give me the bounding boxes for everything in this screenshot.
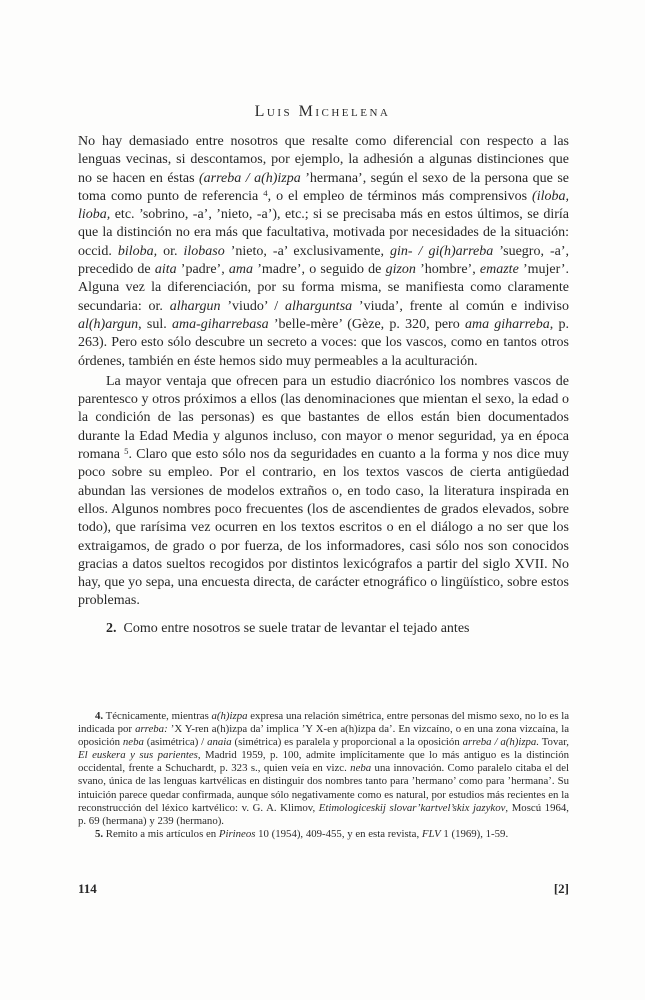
body-text	[78, 133, 569, 638]
section-2-opening-paragraph: 2. Como entre nosotros se suele tratar de levantar el tejado antes	[106, 620, 470, 636]
body-paragraph-2: La mayor ventaja que ofrecen para un estudio diacrónico los nombres vascos de parentesco y otros próximos a ellos (las denominaciones que mientan el sexo, la edad o la condición de las personas) es que bastantes de ellos están bien documentados durante la Edad Media y algunos incluso, con mayor o menor seguridad, ya en época romana $^5$. Claro que esto sólo nos da seguridades en cuanto a la forma y nos dice muy poco sobre su empleo. Por el contrario, en los textos vascos de cierta antigüedad abundan las versiones de modelos extraños o, en todo caso, la literatura inspirada en ellos. Algunos nombres poco frecuentes (los de ascendientes de grados elevados, sobre todo), que rarísima vez ocurren en los textos escritos o en el diálogo a no ser que los extraigamos, de grado o por fuerza, de los informadores, casi sólo nos son conocidos gracias a datos sueltos recogidos por distintos lexicógrafos a partir del siglo XVII. No hay, que yo sepa, una encuesta directa, de carácter etnográfico o lingüístico, sobre estos problemas.	[78, 373, 570, 609]
page-number: 114	[78, 881, 97, 896]
author-header: Luis Michelena	[254, 103, 391, 120]
footnote-5: 5. Remito a mis artículos en Pirineos 10 (1954), 409-455, y en esta revista, FLV 1 (1969), 1-59.	[95, 827, 509, 840]
bracket-page-marker: [2]	[553, 881, 569, 896]
footnotes-block	[78, 710, 569, 841]
footnote-4: 4. Técnicamente, mientras a(h)izpa expresa una relación simétrica, entre personas del mismo sexo, no lo es la indicada por arreba: ’X Y-ren a(h)izpa da’ implica ’Y X-en a(h)izpa da’. En vizcaíno, o en una zona vizcaína, la oposición neba (asimétrica) / anaia (simétrica) es paralela y proporcional a la oposición arreba / a(h)izpa. Tovar, El euskera y sus parientes, Madrid 1959, p. 100, admite implícitamente que lo más antiguo es la distinción occidental, frente a Schuchardt, p. 323 s., quien veía en vizc. neba una innovación. Como paralelo citaba el del svano, única de las lenguas kartvélicas en distinguir dos nombres tanto para ’hermano’ como para ’hermana’. Su intuición parece quedar confirmada, aunque sólo negativamente como es natural, por estudios más recientes en la reconstrucción del léxico kartvélico: v. G. A. Klimov, Etimologiceskij slovar’kartvel’skix jazykov, Moscú 1964, p. 69 (hermana) y 239 (hermano).	[78, 710, 570, 827]
body-paragraph-1: No hay demasiado entre nosotros que resalte como diferencial con respecto a las lenguas vecinas, si descontamos, por ejemplo, la adhesión a algunas distinciones que no se hacen en éstas (arreba / a(h)izpa ’hermana’, según el sexo de la persona que se toma como punto de referencia $^4$, o el empleo de términos más comprensivos (iloba, lioba, etc. ’sobrino, -a’, ’nieto, -a’), etc.; si se precisaba más en estos últimos, se diría que la distinción no era más que facultativa, motivada por necesidades de la situación: occid. biloba, or. ilobaso ’nieto, -a’ exclusivamente, gin- / gi(h)arreba ’suegro, -a’, precedido de aita ’padre’, ama ’madre’, o seguido de gizon ’hombre’, emazte ’mujer’. Alguna vez la diferenciación, por su forma misma, se manifiesta como claramente secundaria: or. alhargun ’viudo’ / alharguntsa ’viuda’, frente al común e indiviso al(h)argun, sul. ama-giharrebasa ’belle-mère’ (Gèze, p. 320, pero ama giharreba, p. 263). Pero esto sólo descubre un secreto a voces: que los vascos, como en tantos otros órdenes, también en éste hemos sido muy permeables a la aculturación.	[78, 134, 570, 369]
